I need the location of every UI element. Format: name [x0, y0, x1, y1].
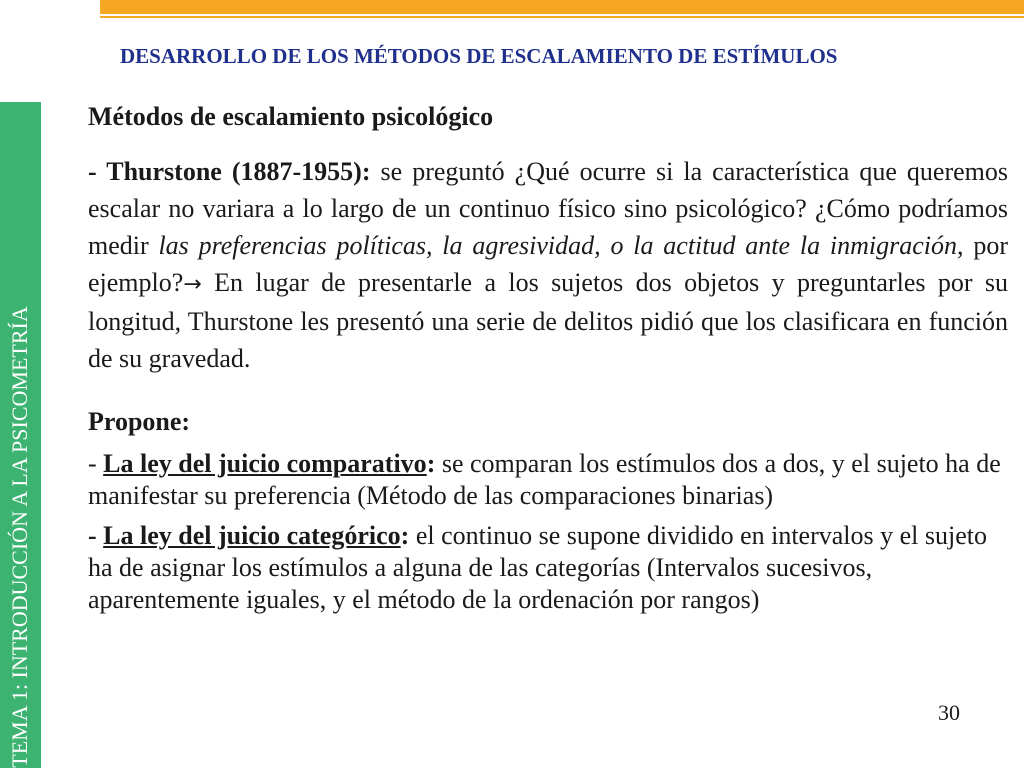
sidebar-band	[0, 102, 41, 768]
law-comparative-title: La ley del juicio comparativo	[103, 449, 427, 478]
law-categorical-text: el continuo se supone dividido en intervalos y el sujeto ha de asignar los estímulos a alguna de las categorías (Intervalos sucesivos, aparentemente iguales, y el método de la ordenación por rangos)	[88, 521, 988, 614]
colon: :	[426, 449, 436, 478]
top-accent-line	[100, 16, 1024, 18]
thurstone-name: Thurstone (1887-1955):	[106, 157, 371, 186]
law-comparative-text: se comparan los estímulos dos a dos, y el sujeto ha de manifestar su preferencia (Método de las comparaciones binarias)	[88, 449, 1001, 510]
thurstone-paragraph	[88, 153, 1008, 377]
dash: -	[88, 449, 104, 478]
propone-heading: Propone:	[88, 407, 191, 436]
law-comparative	[88, 448, 1008, 512]
arrow-right-icon: →	[183, 272, 202, 297]
dash: -	[88, 157, 107, 186]
para-text-2: , por ejemplo?	[88, 231, 1008, 297]
colon: :	[400, 521, 410, 550]
sidebar-label: TEMA 1: INTRODUCCIÓN A LA PSICOMETRÍA	[7, 306, 32, 768]
para-text-1: se preguntó ¿Qué ocurre si la característica que queremos escalar no variara a lo largo de un continuo físico sino psicológico? ¿Cómo podríamos medir	[88, 157, 1008, 260]
subtitle: Métodos de escalamiento psicológico	[88, 102, 494, 131]
dash: -	[88, 521, 104, 550]
page-number: 30	[938, 700, 960, 725]
law-categorical	[88, 520, 1008, 616]
para-italic: las preferencias políticas, la agresividad, o la actitud ante la inmigración	[158, 231, 958, 260]
top-bar-blank	[0, 0, 100, 14]
law-categorical-title: La ley del juicio categórico	[103, 521, 401, 550]
slide-body	[88, 98, 1008, 616]
para-text-3: En lugar de presentarle a los sujetos dos objetos y preguntarles por su longitud, Thurstone les presentó una serie de delitos pidió que los clasificara en función de su gravedad.	[88, 268, 1008, 373]
slide-heading: DESARROLLO DE LOS MÉTODOS DE ESCALAMIENTO DE ESTÍMULOS	[120, 44, 838, 68]
top-accent-bar	[100, 0, 1024, 14]
